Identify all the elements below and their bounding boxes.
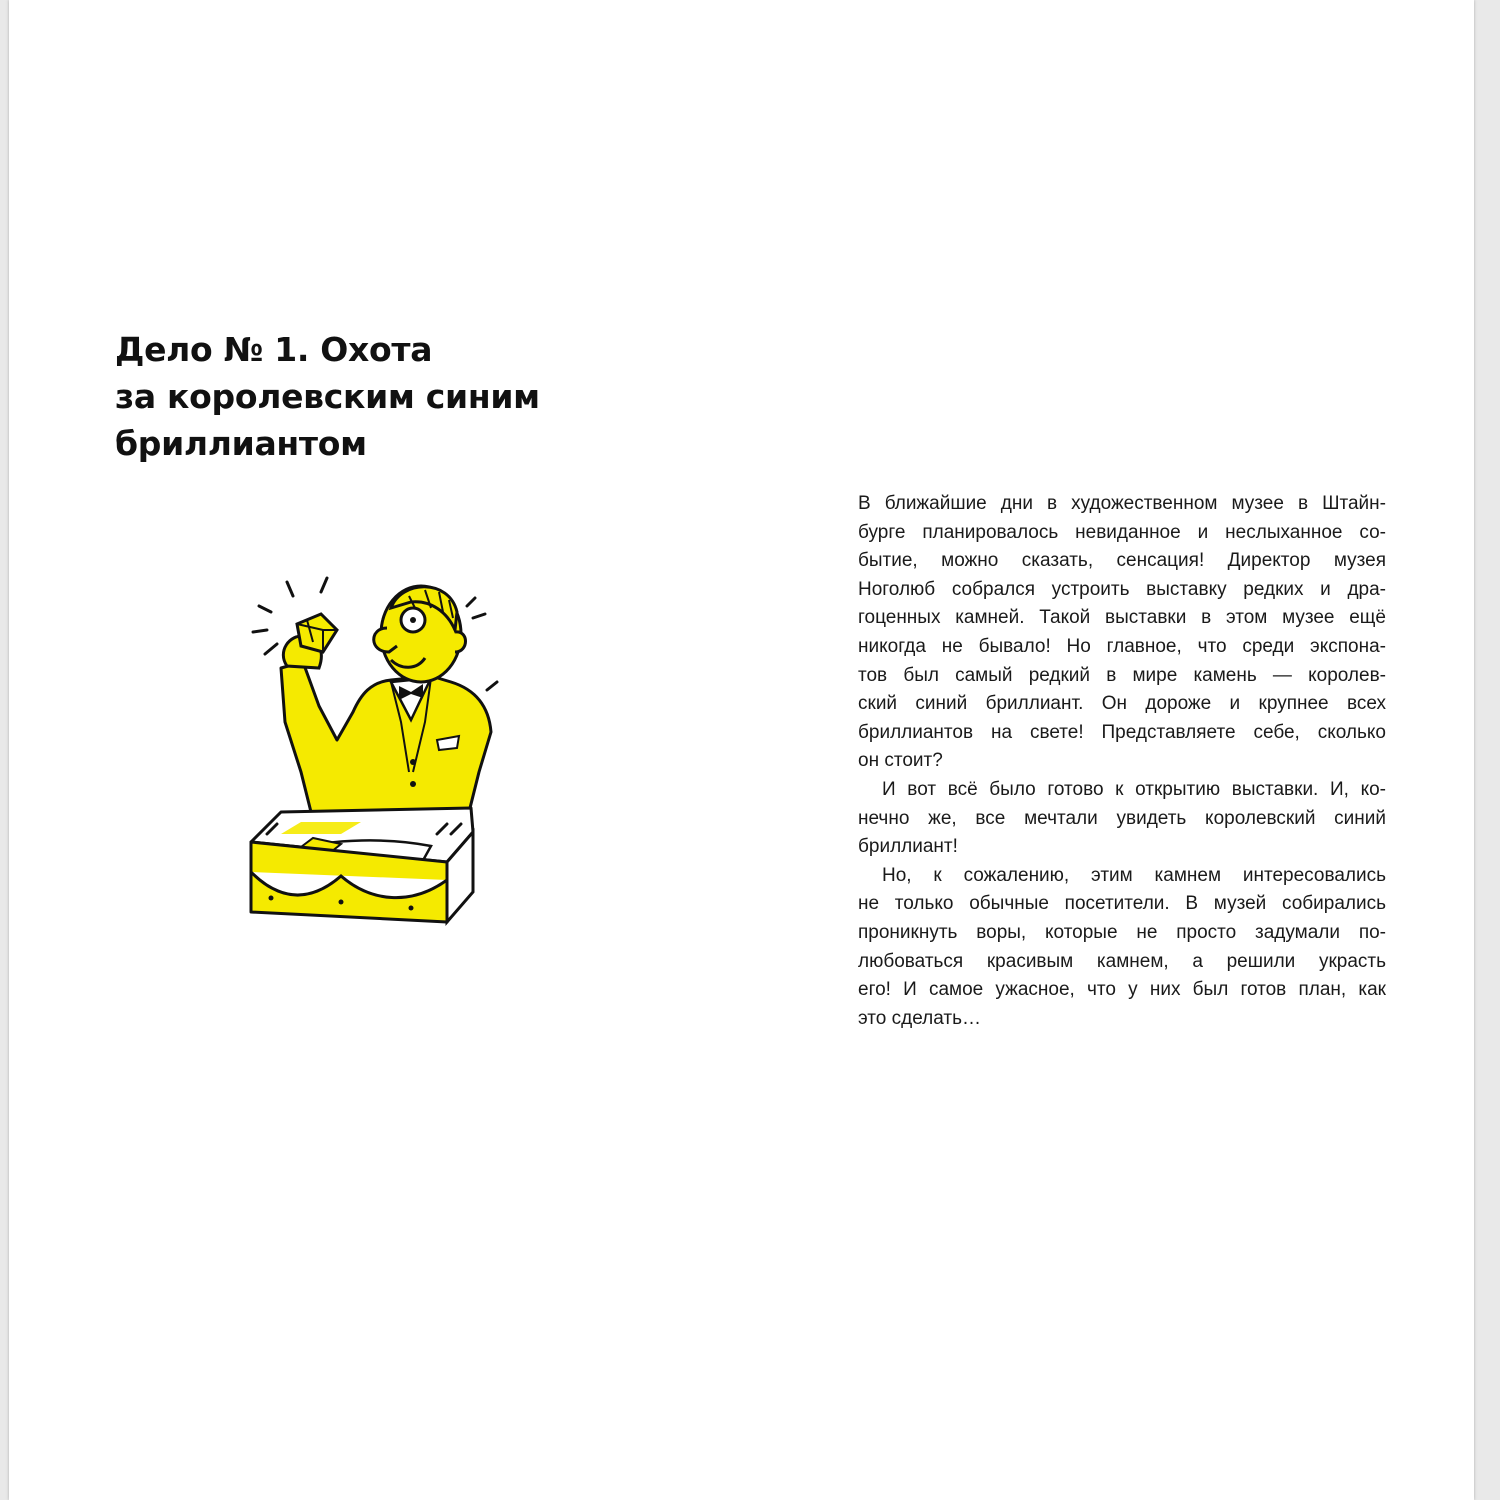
- book-spread: [9, 0, 1474, 1500]
- body-line: не только обычные посетители. В музей собирались: [858, 893, 1386, 915]
- museum-director-with-diamond-icon: [241, 572, 531, 934]
- body-line: любоваться красивым камнем, а решили украсть: [858, 950, 1386, 972]
- body-line: Ноголюб собрался устроить выставку редких и дра-: [858, 578, 1386, 600]
- body-line: В ближайшие дни в художественном музее в Штайн-: [858, 493, 1386, 514]
- body-line: бытие, можно сказать, сенсация! Директор музея: [858, 550, 1386, 572]
- chapter-title-line: бриллиантом: [115, 424, 367, 463]
- body-line: бриллиантов на свете! Представляете себе, сколько: [858, 721, 1386, 743]
- body-line: его! И самое ужасное, что у них был готов план, как: [858, 979, 1386, 1001]
- chapter-title-line: за королевским синим: [115, 377, 540, 416]
- body-line: И вот всё было готово к открытию выставки. И, ко-: [882, 778, 1386, 800]
- body-line: бурге планировалось невиданное и неслыханное со-: [858, 521, 1386, 543]
- body-line: ский синий бриллиант. Он дороже и крупнее всех: [858, 693, 1386, 715]
- body-text: [858, 490, 1386, 1033]
- chapter-title-line: Дело № 1. Охота: [115, 330, 433, 369]
- body-line: Но, к сожалению, этим камнем интересовались: [882, 864, 1386, 886]
- body-line: бриллиант!: [858, 836, 958, 858]
- body-line: тов был самый редкий в мире камень — королев-: [858, 664, 1386, 686]
- body-line: нечно же, все мечтали увидеть королевский синий: [858, 807, 1386, 829]
- body-line: это сделать…: [858, 1007, 981, 1029]
- chapter-title: [115, 326, 635, 467]
- body-line: проникнуть воры, которые не просто задумали по-: [858, 921, 1386, 943]
- body-line: гоценных камней. Такой выставки в этом музее ещё: [858, 607, 1386, 629]
- body-line: он стоит?: [858, 750, 943, 772]
- body-line: никогда не бывало! Но главное, что среди экспона-: [858, 635, 1386, 657]
